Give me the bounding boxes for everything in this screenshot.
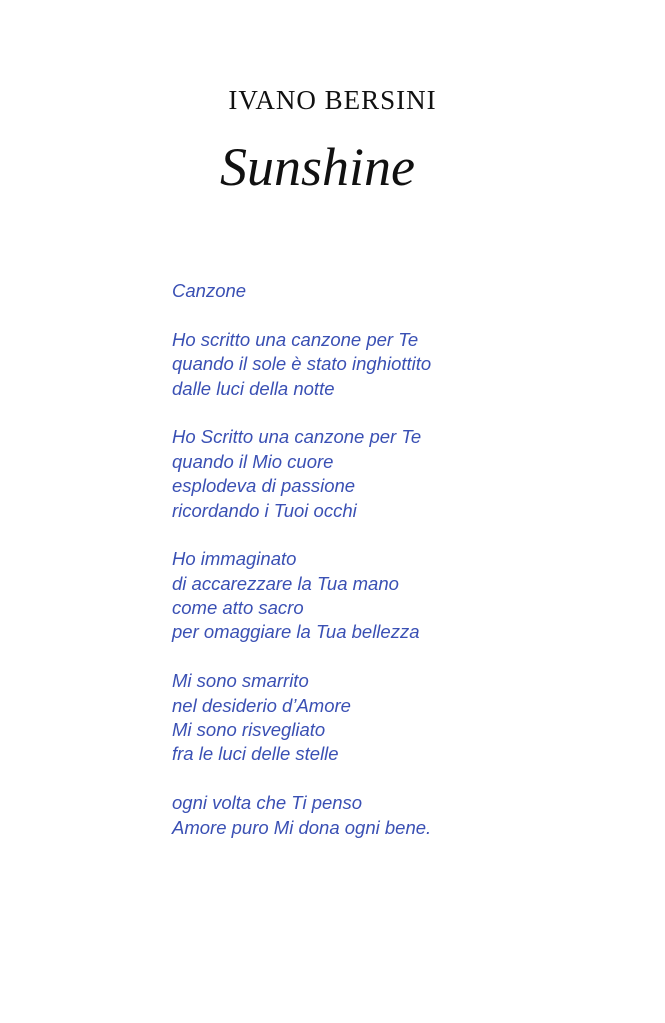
poem-title: Sunshine [220,137,415,197]
poem-body [172,279,431,840]
poem-line: quando il Mio cuore [172,450,334,472]
poem-line: per omaggiare la Tua bellezza [172,621,420,643]
poem-line: di accarezzare la Tua mano [172,572,399,594]
poem-line: fra le luci delle stelle [172,743,339,765]
poem-line: nel desiderio d’Amore [172,694,351,716]
poem-line: come atto sacro [172,597,304,619]
poem-line: Mi sono risvegliato [172,719,326,741]
stanza-gap [172,303,431,327]
poem-line: ricordando i Tuoi occhi [172,499,357,521]
poem-line: Ho scritto una canzone per Te [172,328,419,350]
poem-genre: Canzone [172,280,247,301]
stanza-gap [172,523,431,547]
poem-line: dalle luci della notte [172,377,335,399]
poem-line: ogni volta che Ti penso [172,792,363,814]
stanza-gap [172,401,431,425]
poem-line: quando il sole è stato inghiottito [172,353,432,375]
poem-line: Amore puro Mi dona ogni bene. [172,816,432,838]
poem-line: Ho Scritto una canzone per Te [172,426,422,448]
author-name: IVANO BERSINI [228,85,437,115]
poem-line: Mi sono smarrito [172,670,309,692]
poem-line: Ho immaginato [172,548,297,570]
stanza-gap [172,767,431,791]
poem-line: esplodeva di passione [172,475,356,497]
stanza-gap [172,645,431,669]
